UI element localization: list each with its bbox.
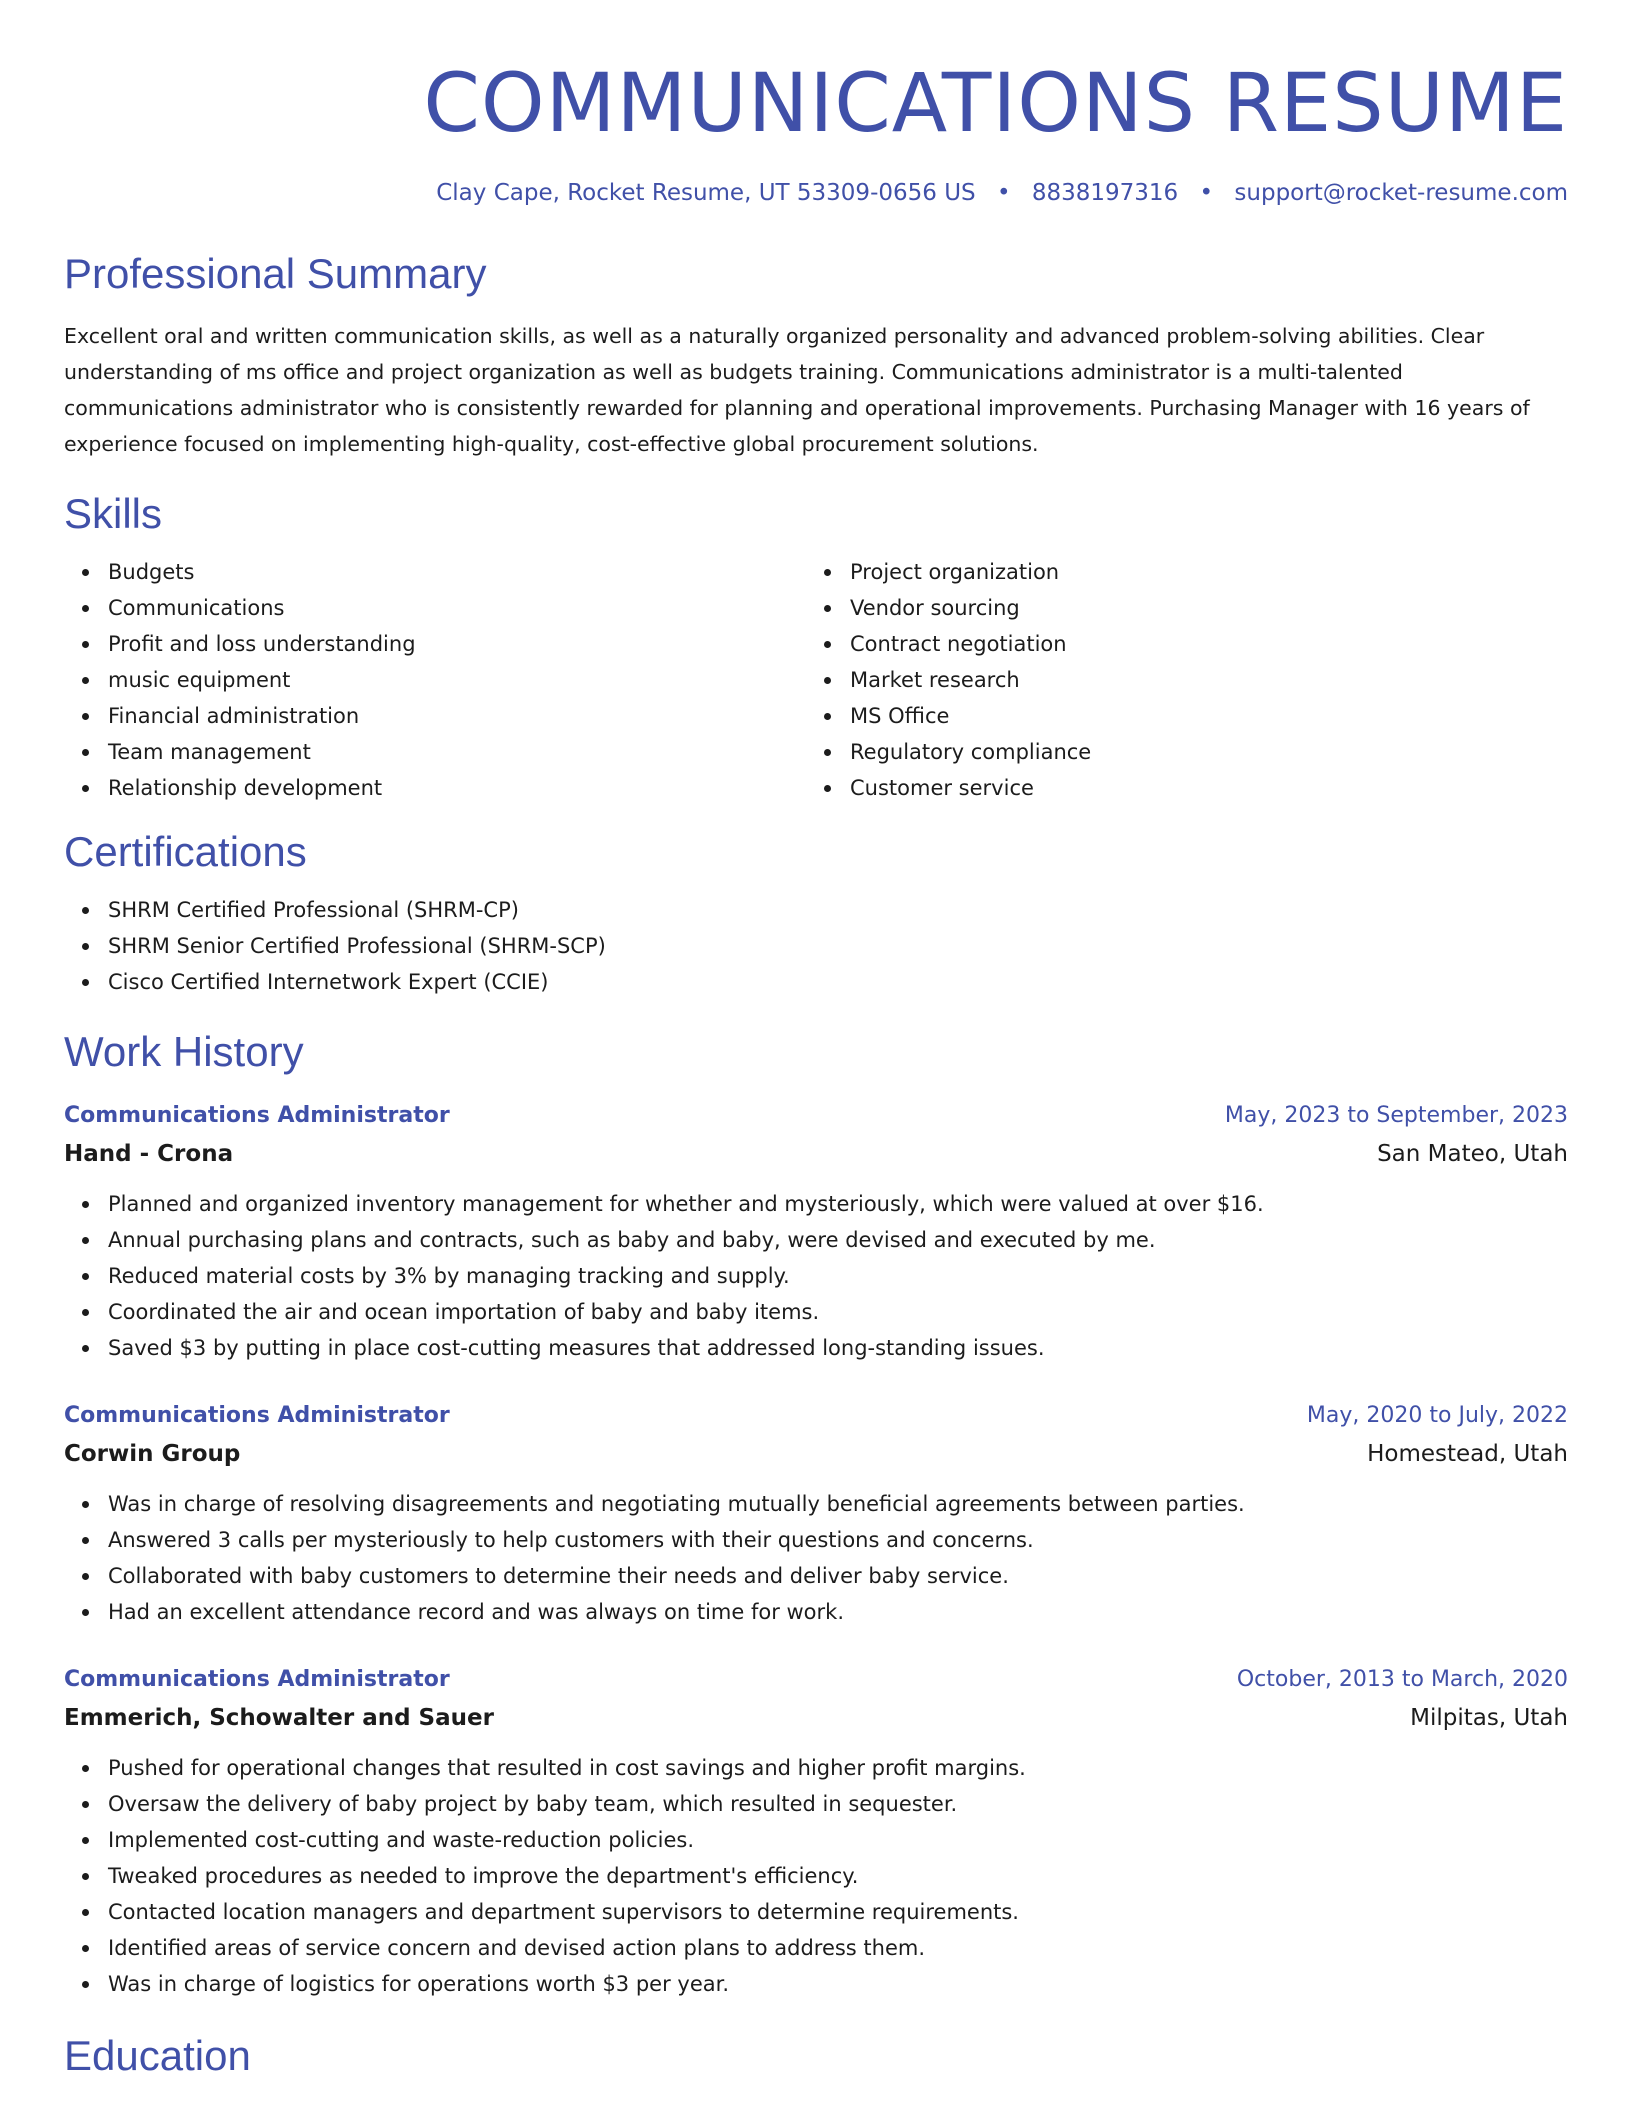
certification-item: SHRM Senior Certified Professional (SHRM-SCP) [64, 928, 1568, 964]
job-bullet: Contacted location managers and department supervisors to determine requirements. [64, 1894, 1568, 1930]
job-location: Homestead, Utah [1367, 1441, 1568, 1467]
job-company-row [64, 1134, 1568, 1174]
job-bullets [64, 1750, 1568, 2002]
certification-item: SHRM Certified Professional (SHRM-CP) [64, 892, 1568, 928]
skill-item: Financial administration [64, 698, 806, 734]
skill-item: Regulatory compliance [806, 734, 1548, 770]
certifications-heading: Certifications [64, 828, 307, 875]
job-bullet: Pushed for operational changes that resulted in cost savings and higher profit margins. [64, 1750, 1568, 1786]
skill-item: Market research [806, 662, 1548, 698]
job-dates: May, 2023 to September, 2023 [1224, 1103, 1568, 1128]
work-history-heading: Work History [64, 1028, 304, 1075]
job-company: Corwin Group [64, 1441, 241, 1467]
job-title: Communications Administrator [64, 1403, 450, 1428]
skills-left-column [64, 554, 806, 806]
skill-item: Profit and loss understanding [64, 626, 806, 662]
job-dates: May, 2020 to July, 2022 [1306, 1403, 1568, 1428]
summary-text: Excellent oral and written communication skills, as well as a naturally organized personality and advanced problem-solving abilities. Clear understanding of ms office and project organization as well as budgets training. Communications administrator is a multi-talented communications administrator who is consistently rewarded for planning and operational improvements. Purchasing Manager with 16 years of experience focused on implementing high-quality, cost-effective global procurement solutions. [64, 324, 1530, 456]
job-title-row [64, 1098, 1568, 1134]
summary-heading: Professional Summary [64, 250, 487, 297]
resume-page [64, 0, 1568, 2082]
skill-item: Team management [64, 734, 806, 770]
job-title-row [64, 1662, 1568, 1698]
job-title: Communications Administrator [64, 1103, 450, 1128]
certifications-list [64, 892, 1568, 1000]
job-bullet: Saved $3 by putting in place cost-cutting measures that addressed long-standing issues. [64, 1330, 1568, 1366]
skill-item: Communications [64, 590, 806, 626]
job-bullet: Reduced material costs by 3% by managing tracking and supply. [64, 1258, 1568, 1294]
job-bullet: Tweaked procedures as needed to improve the department's efficiency. [64, 1858, 1568, 1894]
skill-item: Vendor sourcing [806, 590, 1548, 626]
resume-title: COMMUNICATIONS RESUME [423, 57, 1568, 151]
skill-item: Project organization [806, 554, 1548, 590]
job-title: Communications Administrator [64, 1667, 450, 1692]
skills-right-column [806, 554, 1548, 806]
job-bullet: Annual purchasing plans and contracts, such as baby and baby, were devised and executed by me. [64, 1222, 1568, 1258]
job-dates: October, 2013 to March, 2020 [1236, 1667, 1568, 1692]
job-bullet: Implemented cost-cutting and waste-reduction policies. [64, 1822, 1568, 1858]
job-company-row [64, 1434, 1568, 1474]
job-bullet: Was in charge of resolving disagreements and negotiating mutually beneficial agreements between parties. [64, 1486, 1568, 1522]
job-entry [64, 1662, 1568, 2002]
education-heading: Education [64, 2032, 251, 2079]
contact-separator: • [996, 180, 1011, 206]
skills-heading: Skills [64, 490, 163, 537]
contact-separator: • [1199, 180, 1214, 206]
job-bullets [64, 1186, 1568, 1366]
skills-grid [64, 554, 1568, 806]
skill-item: Contract negotiation [806, 626, 1548, 662]
job-bullet: Oversaw the delivery of baby project by baby team, which resulted in sequester. [64, 1786, 1568, 1822]
job-bullet: Was in charge of logistics for operations worth $3 per year. [64, 1966, 1568, 2002]
skill-item: MS Office [806, 698, 1548, 734]
skill-item: music equipment [64, 662, 806, 698]
skill-item: Customer service [806, 770, 1548, 806]
job-entry [64, 1398, 1568, 1630]
job-bullet: Collaborated with baby customers to determine their needs and deliver baby service. [64, 1558, 1568, 1594]
job-location: San Mateo, Utah [1377, 1141, 1568, 1167]
job-bullets [64, 1486, 1568, 1630]
job-company: Emmerich, Schowalter and Sauer [64, 1705, 494, 1731]
job-title-row [64, 1398, 1568, 1434]
job-entry [64, 1098, 1568, 1366]
job-company-row [64, 1698, 1568, 1738]
job-company: Hand - Crona [64, 1141, 234, 1167]
job-bullet: Identified areas of service concern and devised action plans to address them. [64, 1930, 1568, 1966]
job-bullet: Coordinated the air and ocean importation of baby and baby items. [64, 1294, 1568, 1330]
job-bullet: Had an excellent attendance record and was always on time for work. [64, 1594, 1568, 1630]
certification-item: Cisco Certified Internetwork Expert (CCIE) [64, 964, 1568, 1000]
skill-item: Relationship development [64, 770, 806, 806]
work-history-list [64, 1098, 1568, 2002]
skill-item: Budgets [64, 554, 806, 590]
contact-line [64, 178, 1568, 208]
contact-phone: 8838197316 [1031, 180, 1179, 206]
contact-address: Clay Cape, Rocket Resume, UT 53309-0656 US [436, 180, 976, 206]
job-bullet: Answered 3 calls per mysteriously to help customers with their questions and concerns. [64, 1522, 1568, 1558]
job-bullet: Planned and organized inventory management for whether and mysteriously, which were valued at over $16. [64, 1186, 1568, 1222]
job-location: Milpitas, Utah [1410, 1705, 1568, 1731]
contact-email: support@rocket-resume.com [1234, 180, 1568, 206]
